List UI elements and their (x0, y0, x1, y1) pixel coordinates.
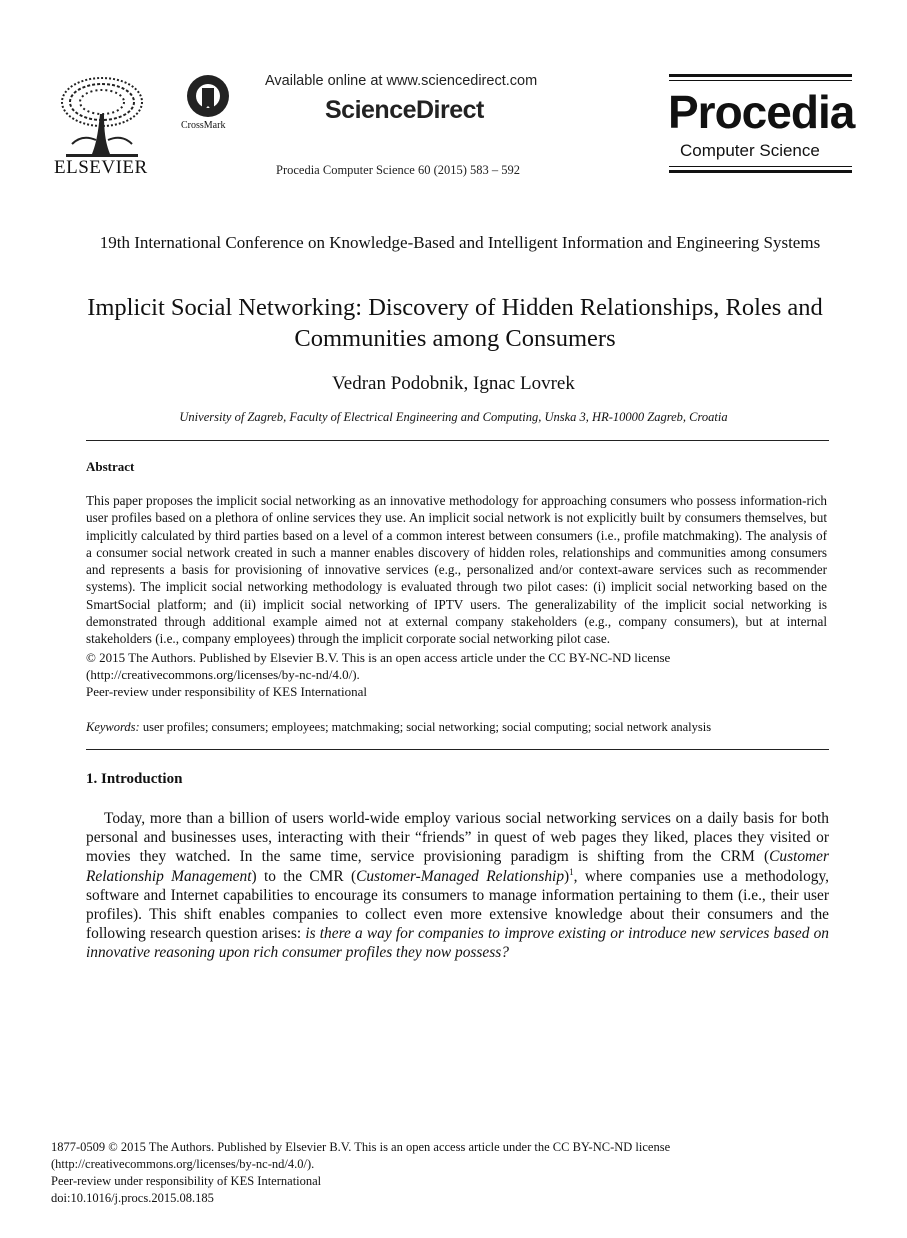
abstract-copyright: © 2015 The Authors. Published by Elsevier B.V. This is an open access article under the CC BY-NC-ND license (86, 649, 671, 665)
research-question: is there a way for companies to improve existing or introduce new services based on innovative reasoning upon rich consumer profiles they now possess? (86, 925, 829, 962)
procedia-logo: Procedia (668, 86, 855, 138)
intro-text: ) to the CMR ( (251, 867, 357, 885)
author-affiliation: University of Zagreb, Faculty of Electrical Engineering and Computing, Unska 3, HR-10000 Zagreb, Croatia (179, 410, 728, 424)
footer-peer-review: Peer-review under responsibility of KES International (51, 1173, 322, 1188)
procedia-rule-top-thin (669, 80, 852, 81)
intro-text: , where companies use a methodology, software and Internet capabilities to encourage its consumers to manage information pertaining to them (i.e., their user profiles). This shift enables companies to collect even more extensive knowledge about their consumers and the following research question arises: (86, 867, 830, 943)
footer-issn-copyright: 1877-0509 © 2015 The Authors. Published by Elsevier B.V. This is an open access article under the CC BY-NC-ND license (51, 1140, 671, 1154)
crossmark-label: CrossMark (181, 120, 226, 131)
available-online-text: Available online at www.sciencedirect.com (265, 73, 538, 89)
paper-authors: Vedran Podobnik, Ignac Lovrek (332, 373, 575, 394)
abstract-peer-review: Peer-review under responsibility of KES International (86, 683, 367, 699)
procedia-rule-top (669, 74, 852, 77)
keywords-list: user profiles; consumers; employees; matchmaking; social networking; social computing; social network analysis (139, 720, 712, 734)
footer-license-link[interactable]: (http://creativecommons.org/licenses/by-nc-nd/4.0/). (51, 1156, 315, 1171)
introduction-paragraph (86, 809, 829, 963)
procedia-subtitle: Computer Science (680, 141, 820, 160)
procedia-rule-bottom-thin (669, 166, 852, 167)
intro-text: Today, more than a billion of users world-wide employ various social networking services on a daily basis for both personal and businesses uses, interacting with their “friends” in quest of web pages they liked, places they visited or movies they watched. In the same time, service provisioning paradigm is shifting from the CRM ( (86, 810, 829, 866)
keywords (86, 720, 711, 735)
introduction-body (86, 809, 829, 963)
journal-reference: Procedia Computer Science 60 (2015) 583 – 592 (276, 163, 521, 177)
footnote-marker[interactable]: 1 (569, 866, 574, 877)
intro-crm-term: Customer Relationship Management (86, 848, 829, 885)
keywords-label: Keywords: (86, 720, 140, 734)
publisher-name: ELSEVIER (54, 157, 148, 178)
abstract-license-link[interactable]: (http://creativecommons.org/licenses/by-nc-nd/4.0/). (86, 666, 360, 682)
paper-title: Implicit Social Networking: Discovery of Hidden Relationships, Roles and Communities among Consumers (87, 294, 823, 352)
procedia-rule-bottom (669, 170, 852, 173)
abstract-heading: Abstract (86, 459, 135, 474)
footer-doi[interactable]: doi:10.1016/j.procs.2015.08.185 (51, 1190, 214, 1205)
intro-cmr-term: Customer-Managed Relationship (356, 867, 565, 885)
page-footer (51, 1139, 670, 1207)
abstract-paragraph: This paper proposes the implicit social networking as an innovative methodology for approaching consumers who possess information-rich user profiles based on a plethora of online services they use. An implicit social network is not explicitly built by consumers themselves, but implicitly calculated by third parties based on a level of a common interest between consumers (i.e., profile matchmaking). The analysis of a consumer social network created in such a manner enables discovery of hidden roles, relationships and communities among consumers and represents a basis for provisioning of innovative services (e.g., personalized and/or context-aware services such as recommender systems). The implicit social networking methodology is evaluated through two pilot cases: (i) implicit social networking based on the SmartSocial platform; and (ii) implicit social networking of IPTV users. The generalizability of the implicit social networking is demonstrated through additional example aimed not at external company stakeholders (e.g., company consumers), but at internal stakeholders (i.e., company employees) through the implicit corporate social networking pilot case. (86, 493, 827, 647)
conference-name: 19th International Conference on Knowledge-Based and Intelligent Information and Engineering Systems (99, 233, 821, 252)
divider-top (86, 440, 829, 441)
divider-bottom (86, 749, 829, 750)
abstract-body (86, 492, 827, 699)
sciencedirect-logo: ScienceDirect (325, 96, 484, 124)
section-heading-introduction: 1. Introduction (86, 771, 183, 787)
intro-text: ) (564, 867, 570, 885)
